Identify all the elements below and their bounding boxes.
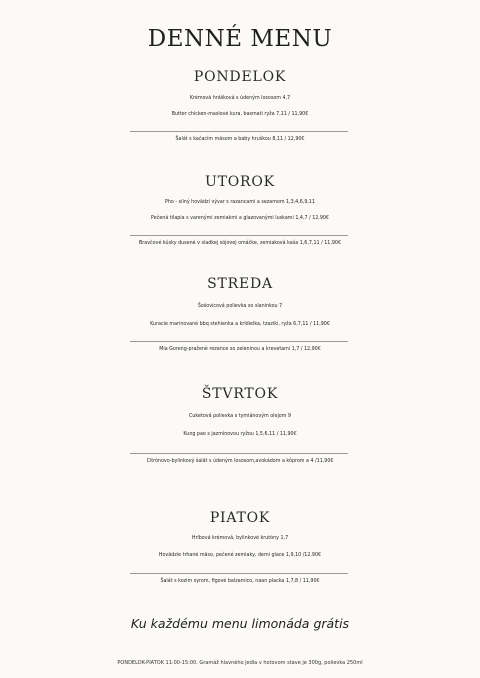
day-heading-pondelok: PONDELOK <box>193 69 287 85</box>
menu-item: Krémová hrášková s údeným lososom 4,7 <box>189 96 291 101</box>
menu-item: Šalát s kačacím mäsom a baby hruškou 8,11 / 12,90€ <box>175 137 305 142</box>
menu-item: Citrónovo-bylinkový šalát s údeným lososom,avokádom a kôprom a 4 /11,90€ <box>146 459 334 464</box>
day-heading-piatok: PIATOK <box>209 510 271 526</box>
menu-item: Pečená tilapia s varenými zemiakmi a glazovanými luskami 1,4,7 / 12,90€ <box>151 216 329 221</box>
divider <box>130 573 348 574</box>
menu-item: Kung pao s jazmínovou ryžou 1,5,6,11 / 11,90€ <box>183 432 297 437</box>
day-heading-streda: STREDA <box>207 276 273 292</box>
divider <box>130 341 348 342</box>
menu-title: DENNÉ MENU <box>147 26 333 52</box>
menu-item: Šalát s kozím syrom, figové balzamico, naan placka 1,7,8 / 11,90€ <box>160 579 320 584</box>
menu-item: Pho - silný hovädzí vývar s razancami a sezamom 1,3,4,6,9,11 <box>164 200 316 205</box>
menu-item: Mia Goreng-pražené rezance so zeleninou a krevetami 1,7 / 12,90€ <box>159 347 321 352</box>
lemonade-note: Ku každému menu limonáda grátis <box>130 616 350 631</box>
menu-item: Hovädzie trhané mäso, pečené zemiaky, demi glace 1,9,10 /12,90€ <box>158 553 322 558</box>
menu-item: Hríbová krémová, bylinkové krutóny 1,7 <box>191 536 289 541</box>
divider <box>130 131 348 132</box>
divider <box>130 453 348 454</box>
footer-hours: PONDELOK-PIATOK 11:00-15:00. Gramáž hlavného jedla v hotovom stave je 300g, polievka 250ml <box>117 660 363 666</box>
menu-item: Cuketová polievka s tymiánovým olejom 9 <box>189 414 291 419</box>
day-heading-stvrtok: ŠTVRTOK <box>201 386 279 402</box>
divider <box>130 235 348 236</box>
menu-item: Kuracie marinované bbq stehienka a krídielka, tzaziki, ryža 6,7,11 / 11,90€ <box>150 322 330 327</box>
menu-item: Bravčové kúsky dusené v sladkej sójovej omáčke, zemiaková kaša 1,6,7,11 / 11,90€ <box>139 241 341 246</box>
menu-item: Šošovicová polievka so slaninkou 7 <box>197 304 283 309</box>
day-heading-utorok: UTOROK <box>205 174 275 190</box>
menu-item: Butter chicken-maslové kura, basmati ryža 7,11 / 11,90€ <box>171 112 309 117</box>
